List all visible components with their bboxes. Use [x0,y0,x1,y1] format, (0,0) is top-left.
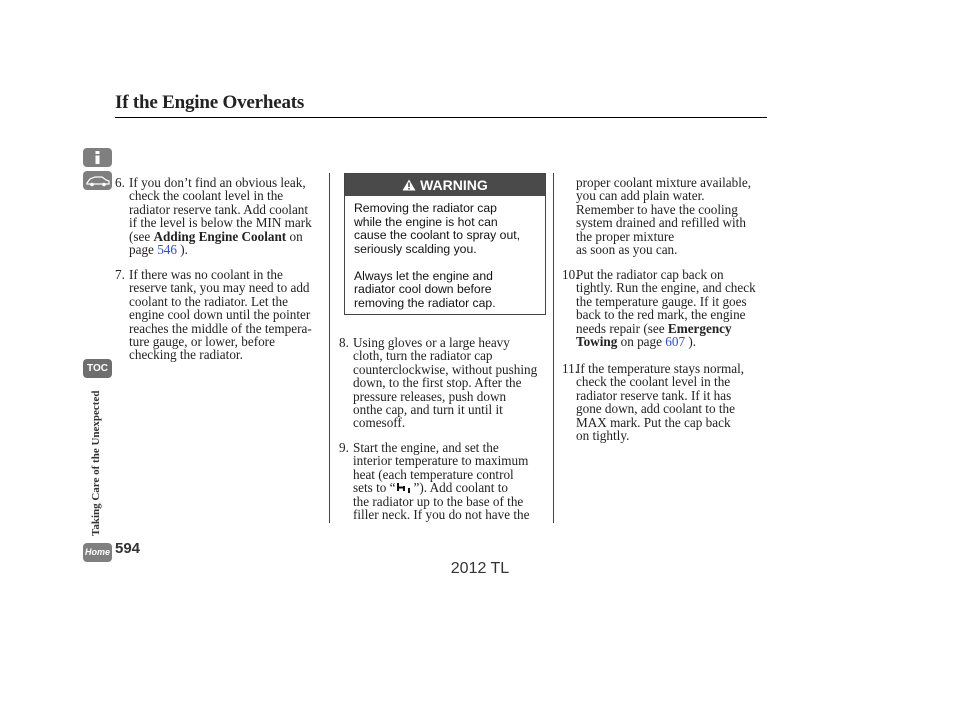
info-icon[interactable] [83,148,112,167]
step-text: the temperature gauge. If it goes [576,293,747,309]
column-divider-2 [553,173,554,523]
step-text: gone down, add coolant to the [576,401,735,417]
step-text: interior temperature to maximum [353,453,529,469]
warning-text: Removing the radiator cap [354,201,497,215]
step-text: back to the red mark, the engine [576,307,746,323]
step-text: if the level is below the MIN mark [129,215,312,231]
car-icon[interactable] [83,171,112,190]
step-text: ture gauge, or lower, before [129,333,275,349]
step-text: on [286,228,303,244]
step-text: reserve tank, you may need to add [129,280,310,296]
section-label: Taking Care of the Unexpected [90,390,102,536]
step-text: on tightly. [576,427,630,443]
step-text: If the temperature stays normal, [576,361,745,376]
step-number: 6. [115,175,125,190]
page-link-607[interactable]: 607 [665,333,686,349]
home-button[interactable]: Home [83,543,112,562]
step-text: ). [176,241,188,257]
step-text: check the coolant level in the [129,188,284,204]
step-text: system drained and refilled with [576,215,746,231]
step-text: on page [617,333,666,349]
warning-text: while the engine is hot can [354,214,498,229]
step-text: proper coolant mixture available, [576,175,752,190]
warning-text: cause the coolant to spray out, [354,228,520,242]
step-number: 9. [339,440,349,455]
warning-text: Always let the engine and [354,268,493,283]
step-text: heat (each temperature control [353,466,514,482]
step-text: checking the radiator. [129,347,243,363]
step-text: down, to the first stop. After the [353,375,522,391]
step-text: cloth, turn the radiator cap [353,348,493,364]
step-text: (see [129,228,154,244]
step-text: the proper mixture [576,228,675,244]
page-link-546[interactable]: 546 [157,241,177,257]
step-text: Using gloves or a large heavy [353,335,510,350]
warning-text: seriously scalding you. [354,241,477,256]
page-number: 594 [115,540,141,557]
title-rule [115,117,767,118]
step-text: counterclockwise, without pushing [353,361,538,377]
step-text: sets to “ [353,480,396,496]
step-text: ”). Add coolant to [413,480,508,496]
step-text: radiator reserve tank. If it has [576,387,732,403]
toc-button[interactable]: TOC [83,359,112,378]
page-title: If the Engine Overheats [115,92,305,113]
step-number: 11. [562,361,578,376]
warning-text: radiator cool down before [354,282,492,296]
step-text: as soon as you can. [576,241,678,257]
step-text: filler neck. If you do not have the [353,506,530,522]
step-text: Put the radiator cap back on [576,267,724,282]
step-text: If you don’t find an obvious leak, [129,175,306,190]
step-text: the radiator up to the base of the [353,493,524,509]
warning-text: removing the radiator cap. [354,295,496,310]
step-text: comesoff. [353,415,406,431]
warning-text [354,256,520,270]
step-text: Remember to have the cooling [576,201,738,217]
footer-model: 2012 TL [450,560,510,577]
step-text: page [129,241,158,257]
warning-header [345,174,545,196]
step-text: If there was no coolant in the [129,267,283,282]
step-text: radiator reserve tank. Add coolant [129,201,309,217]
step-text: reaches the middle of the tempera- [129,320,312,336]
warning-box [344,173,546,315]
step-text: you can add plain water. [576,188,705,204]
reference-title: Towing [576,333,618,349]
step-number: 8. [339,335,349,350]
step-text: MAX mark. Put the cap back [576,414,731,430]
step-text: check the coolant level in the [576,374,731,390]
warning-triangle-icon [402,179,416,191]
step-text: coolant to the radiator. Let the [129,293,288,309]
heater-mode-icon [396,483,414,493]
step-text: engine cool down until the pointer [129,307,311,323]
reference-title: Adding Engine Coolant [153,228,287,244]
step-text: onthe cap, and turn it until it [353,401,503,417]
column-divider-1 [329,173,330,523]
reference-title: Emergency [667,320,732,336]
step-text: ). [685,333,697,349]
step-number: 7. [115,267,125,282]
step-text: needs repair (see [576,320,668,336]
step-text: Start the engine, and set the [353,440,499,455]
warning-heading: WARNING [420,177,488,193]
step-text: tightly. Run the engine, and check [576,280,756,296]
step-text: pressure releases, push down [353,388,507,404]
step-number: 10. [562,267,579,282]
